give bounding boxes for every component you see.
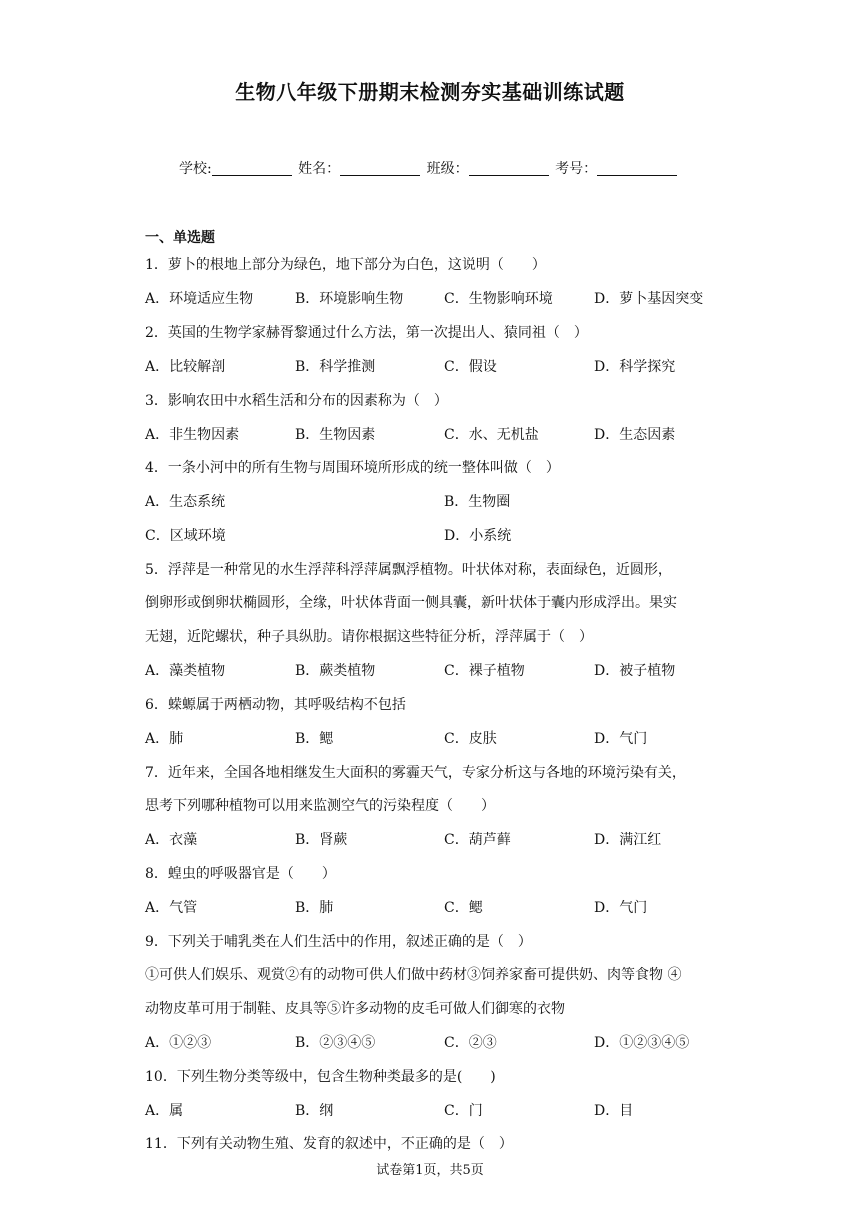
question-6-text: 6．蝾螈属于两栖动物，其呼吸结构不包括 (145, 697, 406, 713)
question-1-option-a[interactable]: A．环境适应生物 (145, 291, 254, 307)
question-7-option-c[interactable]: C．葫芦藓 (444, 832, 511, 848)
question-8-option-a[interactable]: A．气管 (145, 900, 198, 916)
question-3-option-c[interactable]: C．水、无机盐 (444, 427, 539, 443)
question-5-option-b[interactable]: B．蕨类植物 (295, 663, 376, 679)
question-7-option-d[interactable]: D．满江红 (594, 832, 662, 848)
question-10-text: 10．下列生物分类等级中，包含生物种类最多的是( ) (145, 1069, 496, 1085)
exam-number-blank[interactable] (597, 161, 677, 176)
question-4-text: 4．一条小河中的所有生物与周围环境所形成的统一整体叫做（ ） (145, 460, 560, 476)
question-7-text-line-1: 7．近年来，全国各地相继发生大面积的雾霾天气，专家分析这与各地的环境污染有关， (145, 765, 686, 781)
section-heading: 一、单选题 (145, 230, 215, 246)
page-title: 生物八年级下册期末检测夯实基础训练试题 (235, 80, 625, 104)
name-blank[interactable] (340, 161, 420, 176)
question-9-text-line-1: 9．下列关于哺乳类在人们生活中的作用，叙述正确的是（ ） (145, 934, 532, 950)
question-6-option-d[interactable]: D．气门 (594, 731, 648, 747)
question-2-option-b[interactable]: B．科学推测 (295, 359, 376, 375)
question-1-text: 1．萝卜的根地上部分为绿色，地下部分为白色，这说明（ ） (145, 257, 546, 273)
question-8-text: 8．蝗虫的呼吸器官是（ ） (145, 866, 336, 882)
question-2-option-d[interactable]: D．科学探究 (594, 359, 676, 375)
question-11-text: 11．下列有关动物生殖、发育的叙述中，不正确的是（ ） (145, 1136, 513, 1152)
question-1-option-b[interactable]: B．环境影响生物 (295, 291, 404, 307)
question-6-option-a[interactable]: A．肺 (145, 731, 184, 747)
question-4-option-c[interactable]: C．区域环境 (145, 528, 226, 544)
school-label: 学校: (179, 161, 212, 177)
page-footer: 试卷第1页，共5页 (376, 1163, 484, 1178)
question-7-option-a[interactable]: A．衣藻 (145, 832, 198, 848)
question-9-option-a[interactable]: A．①②③ (145, 1035, 212, 1051)
question-4-option-a[interactable]: A．生态系统 (145, 494, 226, 510)
question-8-option-b[interactable]: B．肺 (295, 900, 334, 916)
question-8-option-c[interactable]: C．鳃 (444, 900, 483, 916)
student-info-line (179, 158, 679, 178)
question-2-option-a[interactable]: A．比较解剖 (145, 359, 226, 375)
question-3-text: 3．影响农田中水稻生活和分布的因素称为（ ） (145, 393, 448, 409)
question-10-option-a[interactable]: A．属 (145, 1103, 184, 1119)
question-7-option-b[interactable]: B．肾蕨 (295, 832, 348, 848)
question-3-option-d[interactable]: D．生态因素 (594, 427, 676, 443)
question-9-text-line-3: 动物皮革可用于制鞋、皮具等⑤许多动物的皮毛可做人们御寒的衣物 (145, 1001, 565, 1017)
question-8-option-d[interactable]: D．气门 (594, 900, 648, 916)
question-3-option-a[interactable]: A．非生物因素 (145, 427, 240, 443)
question-1-option-c[interactable]: C．生物影响环境 (444, 291, 553, 307)
school-blank[interactable] (212, 161, 292, 176)
name-label: 姓名： (298, 161, 341, 177)
question-5-option-d[interactable]: D．被子植物 (594, 663, 676, 679)
question-5-option-a[interactable]: A．藻类植物 (145, 663, 226, 679)
question-9-option-c[interactable]: C．②③ (444, 1035, 497, 1051)
question-9-option-b[interactable]: B．②③④⑤ (295, 1035, 376, 1051)
class-blank[interactable] (469, 161, 549, 176)
question-7-text-line-2: 思考下列哪种植物可以用来监测空气的污染程度（ ） (145, 798, 495, 814)
question-10-option-b[interactable]: B．纲 (295, 1103, 334, 1119)
question-5-text-line-3: 无翅，近陀螺状，种子具纵肋。请你根据这些特征分析，浮萍属于（ ） (145, 629, 593, 645)
question-10-option-c[interactable]: C．门 (444, 1103, 483, 1119)
question-6-option-b[interactable]: B．鳃 (295, 731, 334, 747)
question-5-text-line-1: 5．浮萍是一种常见的水生浮萍科浮萍属飘浮植物。叶状体对称，表面绿色，近圆形， (145, 562, 672, 578)
question-6-option-c[interactable]: C．皮肤 (444, 731, 497, 747)
question-1-option-d[interactable]: D．萝卜基因突变 (594, 291, 704, 307)
question-10-option-d[interactable]: D．目 (594, 1103, 634, 1119)
class-label: 班级： (426, 161, 469, 177)
question-5-text-line-2: 倒卵形或倒卵状椭圆形，全缘，叶状体背面一侧具囊，新叶状体于囊内形成浮出。果实 (145, 595, 677, 611)
question-9-option-d[interactable]: D．①②③④⑤ (594, 1035, 690, 1051)
question-5-option-c[interactable]: C．裸子植物 (444, 663, 525, 679)
question-3-option-b[interactable]: B．生物因素 (295, 427, 376, 443)
question-4-option-b[interactable]: B．生物圈 (444, 494, 511, 510)
question-9-text-line-2: ①可供人们娱乐、观赏②有的动物可供人们做中药材③饲养家畜可提供奶、肉等食物 ④ (145, 967, 682, 983)
question-2-option-c[interactable]: C．假设 (444, 359, 497, 375)
question-4-option-d[interactable]: D．小系统 (444, 528, 512, 544)
question-2-text: 2．英国的生物学家赫胥黎通过什么方法，第一次提出人、猿同祖（ ） (145, 325, 588, 341)
exam-number-label: 考号： (555, 161, 598, 177)
